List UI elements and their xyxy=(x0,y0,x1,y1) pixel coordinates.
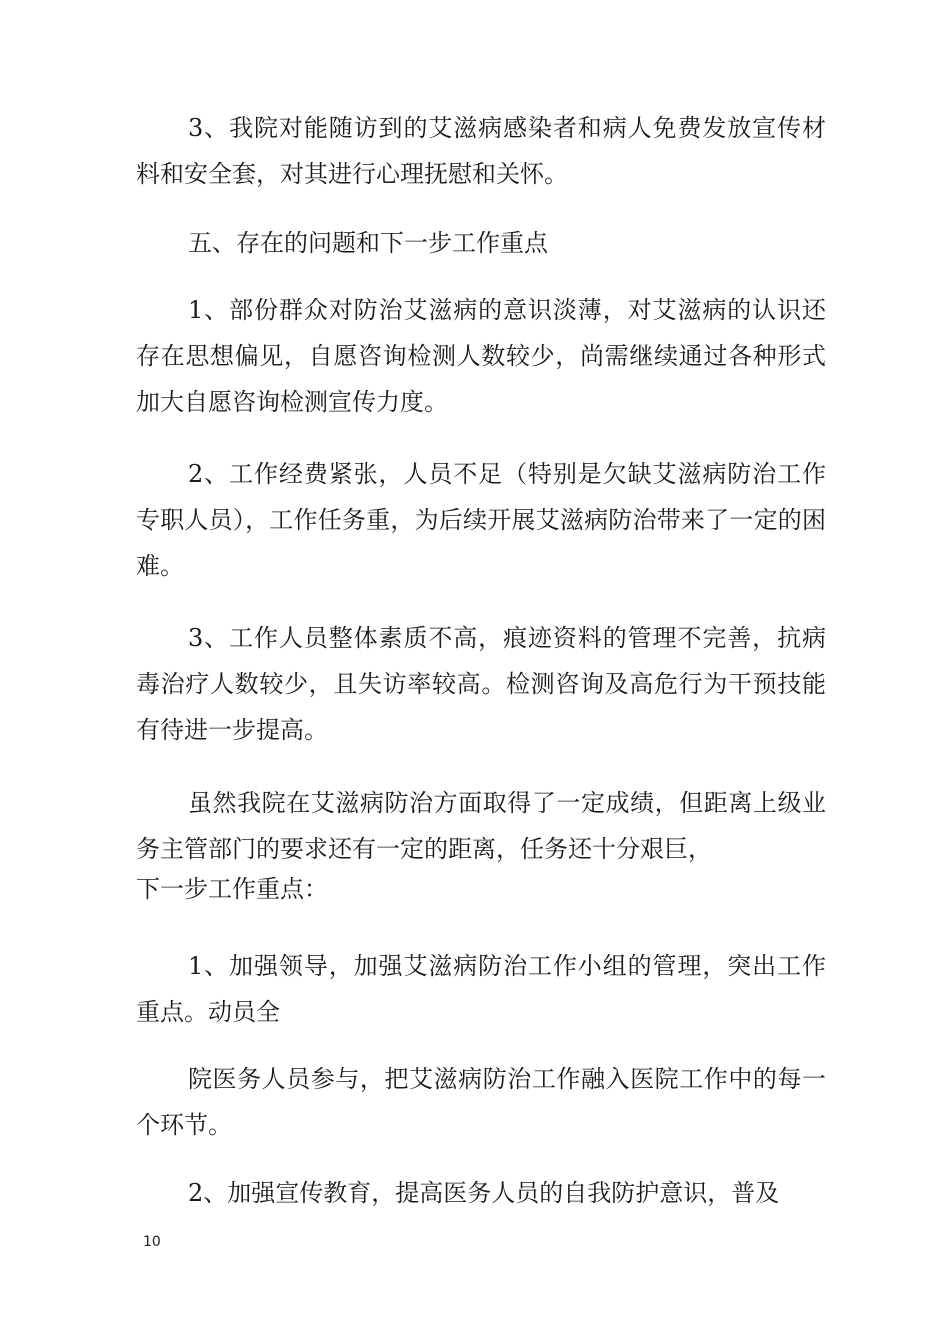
paragraph-problem-funding: 2、工作经费紧张，人员不足（特别是欠缺艾滋病防治工作专职人员），工作任务重，为后续开展艾滋病防治带来了一定的困难。 xyxy=(136,460,826,580)
paragraph-next-steps-heading: 下一步工作重点： xyxy=(136,875,328,903)
paragraph-followup-materials: 3、我院对能随访到的艾滋病感染者和病人免费发放宣传材料和安全套，对其进行心理抚慰和关怀。 xyxy=(136,114,826,188)
paragraph-step-education: 2、加强宣传教育，提高医务人员的自我防护意识，普及 xyxy=(188,1179,780,1207)
paragraph-problem-awareness: 1、部份群众对防治艾滋病的意识淡薄，对艾滋病的认识还存在思想偏见，自愿咨询检测人数较少，尚需继续通过各种形式加大自愿咨询检测宣传力度。 xyxy=(136,296,826,416)
paragraph-problem-staff-quality: 3、工作人员整体素质不高，痕迹资料的管理不完善，抗病毒治疗人数较少，且失访率较高。检测咨询及高危行为干预技能有待进一步提高。 xyxy=(136,624,826,744)
section-heading-problems: 五、存在的问题和下一步工作重点 xyxy=(188,229,548,257)
paragraph-step-leadership: 1、加强领导，加强艾滋病防治工作小组的管理，突出工作重点。动员全 xyxy=(136,952,826,1026)
paragraph-summary: 虽然我院在艾滋病防治方面取得了一定成绩，但距离上级业务主管部门的要求还有一定的距离，任务还十分艰巨， xyxy=(136,789,826,863)
paragraph-step-staff-participation: 院医务人员参与，把艾滋病防治工作融入医院工作中的每一个环节。 xyxy=(136,1065,826,1139)
page-number: 10 xyxy=(143,1234,161,1250)
